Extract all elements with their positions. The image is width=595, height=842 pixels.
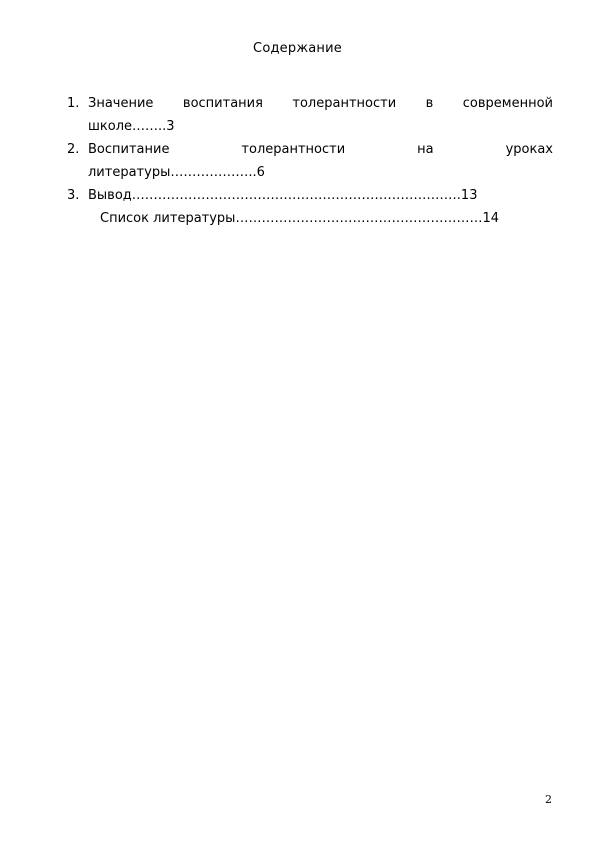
toc-word: толерантности xyxy=(292,96,397,111)
toc-entry-continuation: литературы………………..6 xyxy=(88,165,265,180)
toc-entry-continuation: школе……..3 xyxy=(88,119,175,134)
toc-word: в xyxy=(425,96,434,111)
toc-entry-title-line xyxy=(88,138,553,161)
toc-word: воспитания xyxy=(182,96,263,111)
toc-entry-bibliography[interactable]: Список литературы…………………………………………………14 xyxy=(100,211,499,226)
toc-word: Воспитание xyxy=(88,142,170,157)
toc-word: на xyxy=(417,142,434,157)
page-title: Содержание xyxy=(253,41,342,56)
toc-entry-number: 3. xyxy=(67,188,80,203)
toc-entry-1[interactable] xyxy=(67,92,553,138)
toc-entry-3[interactable] xyxy=(67,184,553,207)
toc-entry-number: 2. xyxy=(67,142,80,157)
toc-word: толерантности xyxy=(241,142,346,157)
table-of-contents xyxy=(67,92,553,230)
toc-entry-number: 1. xyxy=(67,96,80,111)
toc-word: уроках xyxy=(505,142,553,157)
toc-word: современной xyxy=(462,96,553,111)
toc-entry-title-line: Вывод………………………………………………………………….13 xyxy=(88,188,478,203)
page-number: 2 xyxy=(545,793,552,806)
toc-word: Значение xyxy=(88,96,154,111)
toc-entry-2[interactable] xyxy=(67,138,553,184)
toc-entry-title-line xyxy=(88,92,553,115)
